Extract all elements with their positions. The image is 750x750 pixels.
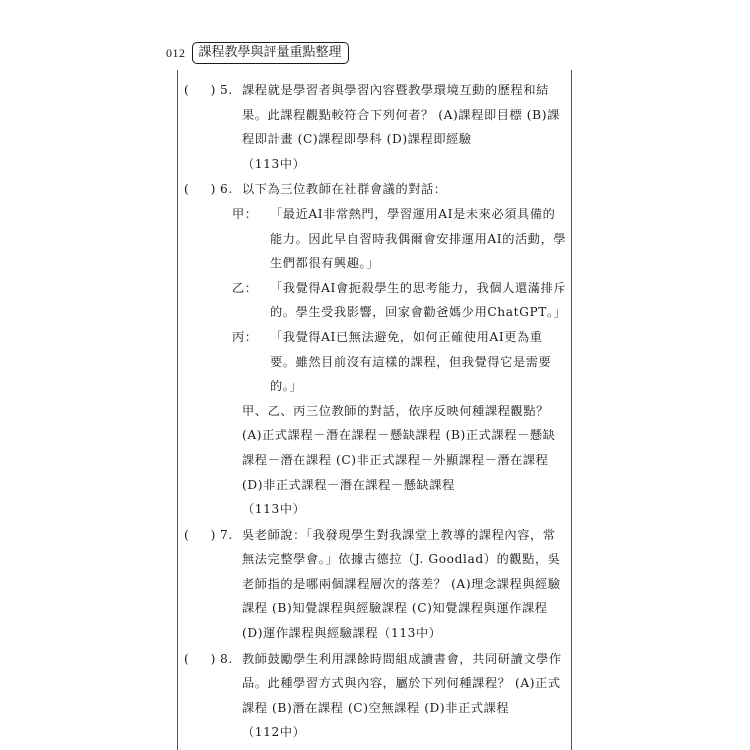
- question-list: [180, 78, 568, 745]
- dialogue-bing: [232, 325, 568, 399]
- speaker-label: 乙：: [232, 280, 258, 295]
- right-rule: [571, 70, 572, 750]
- exam-year: （113中）: [378, 626, 442, 641]
- question-7: ( ) 7. 吳老師說：「我發現學生對我課堂上教導的課程內容，常無法完整學會。」依據古德拉（J. Goodlad）的觀點，吳老師指的是哪兩個課程層次的落差？ (A)理念課程與經驗課程 (B)知覺課程與經驗課程 (C)知覺課程與運作課程 (D)運作課程與經驗課程（113中）: [180, 523, 568, 646]
- question-text: 課程就是學習者與學習內容暨教學環境互動的歷程和結果。此課程觀點較符合下列何者？ (A)課程即目標 (B)課程即計畫 (C)課程即學科 (D)課程即經驗: [242, 83, 560, 147]
- question-number: 6.: [220, 182, 233, 197]
- exam-year: （113中）: [242, 156, 306, 171]
- question-number: 5.: [220, 83, 233, 97]
- question-text: 教師鼓勵學生利用課餘時間組成讀書會，共同研讀文學作品。此種學習方式與內容，屬於下列何種課程？ (A)正式課程 (B)潛在課程 (C)空無課程 (D)非正式課程: [242, 651, 562, 715]
- question-text: 吳老師說：「我發現學生對我課堂上教導的課程內容，常無法完整學會。」依據古德拉（J. Goodlad）的觀點，吳老師指的是哪兩個課程層次的落差？ (A)理念課程與經驗課程 (B)知覺課程與經驗課程 (C)知覺課程與運作課程 (D)運作課程與經驗課程: [242, 527, 561, 641]
- exam-year: （113中）: [242, 502, 306, 517]
- question-number: 8.: [220, 651, 233, 666]
- question-intro: 以下為三位教師在社群會議的對話：: [242, 182, 447, 197]
- question-6: ( ) 6. 以下為三位教師在社群會議的對話： 甲： 「最近AI非常熱門，學習運用AI是未來必須具備的能力。因此早自習時我偶爾會安排運用AI的活動，學生們都很有興趣。」 乙： 「我覺得AI會扼殺學生的思考能力，我個人還滿排斥的。學生受我影響，回家會勸爸媽少用ChatGPT。」 丙： 「我覺得AI已無法避免，如何正確使用AI更為重要。雖然目前沒有這樣的課程，但我覺得它是需要的。」 甲、乙、丙三位教師的對話，依序反映何種課程觀點？ (A)正式課程－潛在課程－懸缺課程 (B)正式課程－懸缺課程－潛在課程 (C)非正式課程－外顯課程－潛在課程 (D)非正式課程－潛在課程－懸缺課程 （113中）: [180, 177, 568, 521]
- chapter-title: 課程教學與評量重點整理: [192, 42, 349, 64]
- speaker-label: 甲：: [232, 206, 258, 221]
- question-text: 甲、乙、丙三位教師的對話，依序反映何種課程觀點？ (A)正式課程－潛在課程－懸缺課程 (B)正式課程－懸缺課程－潛在課程 (C)非正式課程－外顯課程－潛在課程 (D)非正式課程－潛在課程－懸缺課程: [242, 403, 556, 492]
- question-8: ( ) 8. 教師鼓勵學生利用課餘時間組成讀書會，共同研讀文學作品。此種學習方式與內容，屬於下列何種課程？ (A)正式課程 (B)潛在課程 (C)空無課程 (D)非正式課程（112中）: [180, 647, 568, 745]
- speaker-label: 丙：: [232, 329, 258, 344]
- page-header: [166, 42, 349, 64]
- exam-year: （112中）: [242, 725, 306, 740]
- dialogue-text: 「我覺得AI已無法避免，如何正確使用AI更為重要。雖然目前沒有這樣的課程，但我覺得它是需要的。」: [270, 329, 552, 394]
- question-number: 7.: [220, 527, 233, 542]
- dialogue-jia: [232, 202, 568, 276]
- dialogue-yi: [232, 276, 568, 325]
- question-5: ( ) 5. 課程就是學習者與學習內容暨教學環境互動的歷程和結果。此課程觀點較符合下列何者？ (A)課程即目標 (B)課程即計畫 (C)課程即學科 (D)課程即經驗 （113中）: [180, 78, 568, 176]
- left-rule: [177, 70, 178, 750]
- dialogue-text: 「最近AI非常熱門，學習運用AI是未來必須具備的能力。因此早自習時我偶爾會安排運用AI的活動，學生們都很有興趣。」: [270, 206, 567, 271]
- dialogue-text: 「我覺得AI會扼殺學生的思考能力，我個人還滿排斥的。學生受我影響，回家會勸爸媽少用ChatGPT。」: [270, 280, 567, 320]
- page-number: 012: [166, 45, 186, 60]
